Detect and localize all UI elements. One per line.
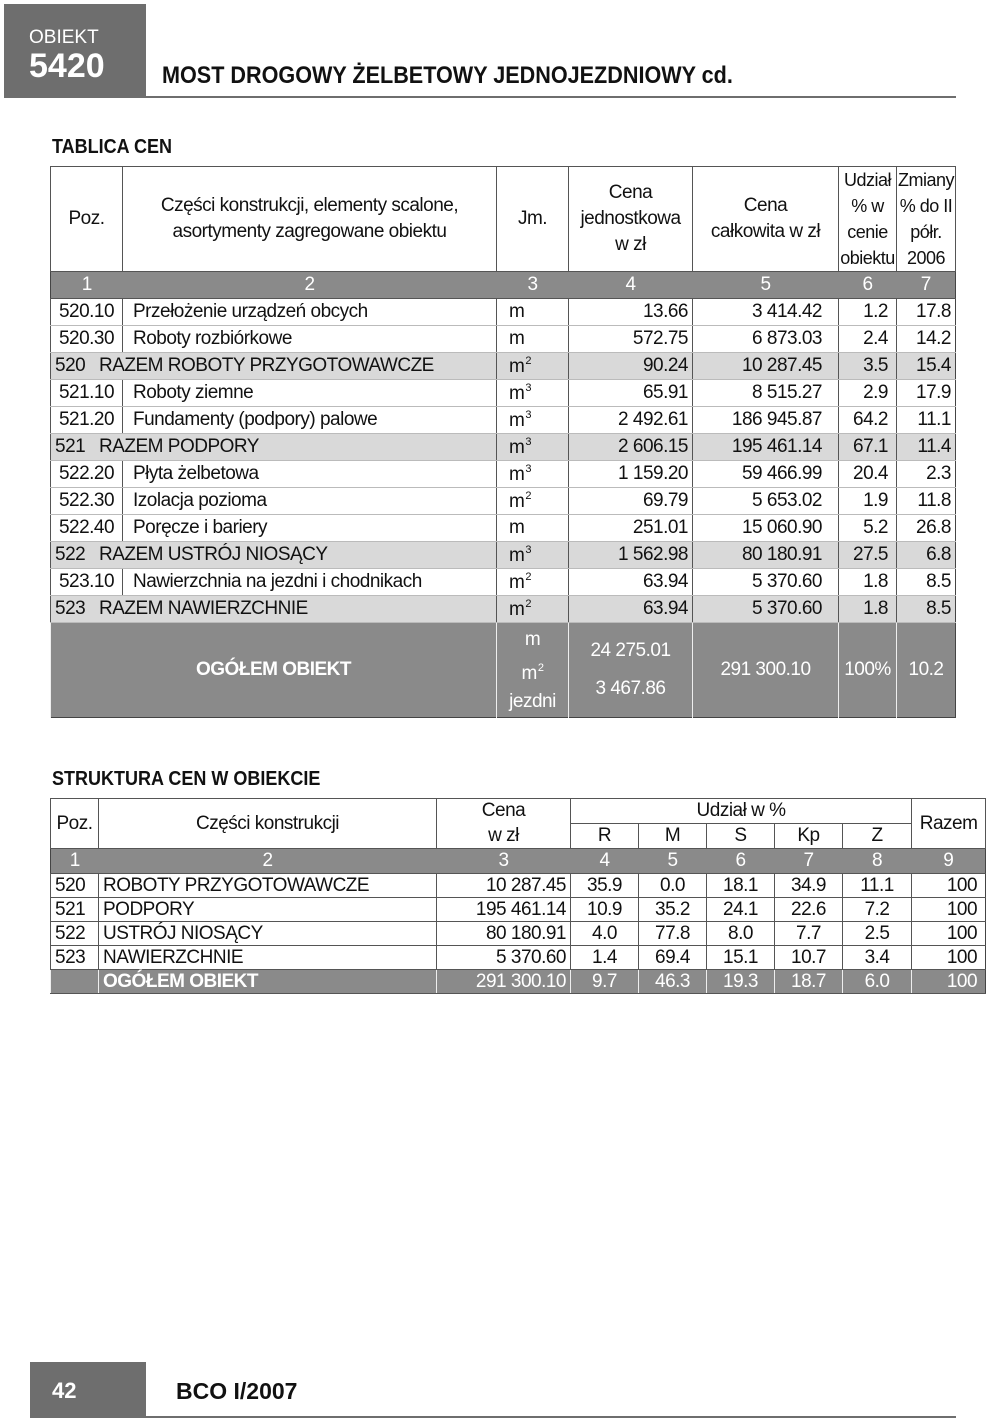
row-unit-price: 63.94 bbox=[569, 569, 693, 596]
row-share: 20.4 bbox=[839, 461, 897, 488]
row-total: 100 bbox=[912, 922, 986, 946]
row-poz: 521 bbox=[51, 898, 99, 922]
row-total-price: 5 370.60 bbox=[693, 596, 839, 623]
row-share-s: 15.1 bbox=[707, 946, 775, 970]
total-change: 10.2 bbox=[897, 623, 956, 718]
row-change: 11.4 bbox=[897, 434, 956, 461]
col-number: 7 bbox=[775, 849, 843, 874]
row-poz: 521 bbox=[55, 436, 86, 457]
row-description: Izolacja pozioma bbox=[123, 488, 497, 515]
row-unit: $m^3$ bbox=[497, 542, 569, 569]
row-total-price: 10 287.45 bbox=[693, 353, 839, 380]
row-share-r: 35.9 bbox=[571, 874, 639, 898]
row-unit: $m^2$ bbox=[497, 569, 569, 596]
row-share-r: 10.9 bbox=[571, 898, 639, 922]
row-unit-price: 2 492.61 bbox=[569, 407, 693, 434]
row-total: 100 bbox=[912, 946, 986, 970]
col-number: 6 bbox=[839, 272, 897, 299]
row-poz: 523 bbox=[51, 946, 99, 970]
row-change: 8.5 bbox=[897, 596, 956, 623]
col-number: 3 bbox=[497, 272, 569, 299]
row-name: PODPORY bbox=[99, 898, 437, 922]
structure-header-total: Razem bbox=[912, 799, 986, 849]
col-number: 4 bbox=[571, 849, 639, 874]
summary-label bbox=[51, 434, 497, 461]
total-units bbox=[497, 623, 569, 718]
row-unit-price: 90.24 bbox=[569, 353, 693, 380]
row-unit: $m^3$ bbox=[497, 434, 569, 461]
summary-row bbox=[51, 596, 956, 623]
row-share: 1.8 bbox=[839, 569, 897, 596]
total-label: OGÓŁEM OBIEKT bbox=[51, 623, 497, 718]
row-total-price: 5 653.02 bbox=[693, 488, 839, 515]
row-share: 2.9 bbox=[839, 380, 897, 407]
page-title: MOST DROGOWY ŻELBETOWY JEDNOJEZDNIOWY cd. bbox=[162, 62, 733, 89]
row-share-kp: 18.7 bbox=[775, 970, 843, 994]
row-total-price: 195 461.14 bbox=[693, 434, 839, 461]
row-change: 26.8 bbox=[897, 515, 956, 542]
table-row bbox=[51, 461, 956, 488]
row-share-m: 69.4 bbox=[639, 946, 707, 970]
row-share-kp: 22.6 bbox=[775, 898, 843, 922]
summary-label bbox=[51, 596, 497, 623]
table-row bbox=[51, 515, 956, 542]
row-name: NAWIERZCHNIE bbox=[99, 946, 437, 970]
row-change: 8.5 bbox=[897, 569, 956, 596]
row-share-s: 18.1 bbox=[707, 874, 775, 898]
summary-row bbox=[51, 542, 956, 569]
col-number: 7 bbox=[897, 272, 956, 299]
price-table-column-numbers bbox=[51, 272, 956, 299]
row-share: 1.8 bbox=[839, 596, 897, 623]
structure-header-poz: Poz. bbox=[51, 799, 99, 849]
row-poz: 521.10 bbox=[51, 380, 123, 407]
row-share-s: 19.3 bbox=[707, 970, 775, 994]
object-label: OBIEKT bbox=[29, 27, 99, 48]
col-number: 2 bbox=[123, 272, 497, 299]
row-unit-price: 251.01 bbox=[569, 515, 693, 542]
row-total-price: 6 873.03 bbox=[693, 326, 839, 353]
header-unit-price: Cena jednostkowa w zł bbox=[569, 167, 693, 272]
row-share: 5.2 bbox=[839, 515, 897, 542]
row-share-z: 2.5 bbox=[843, 922, 912, 946]
row-share: 67.1 bbox=[839, 434, 897, 461]
col-number: 9 bbox=[912, 849, 986, 874]
row-share-r: 9.7 bbox=[571, 970, 639, 994]
row-total-price: 3 414.42 bbox=[693, 299, 839, 326]
total-unit-prices bbox=[569, 623, 693, 718]
row-description: Poręcze i bariery bbox=[123, 515, 497, 542]
row-unit-price: 1 562.98 bbox=[569, 542, 693, 569]
structure-row bbox=[51, 874, 986, 898]
publication-label: BCO I/2007 bbox=[176, 1378, 298, 1404]
col-number: 5 bbox=[639, 849, 707, 874]
row-change: 11.1 bbox=[897, 407, 956, 434]
header-share: Udział % w cenie obiektu bbox=[839, 167, 897, 272]
row-poz: 522.20 bbox=[51, 461, 123, 488]
object-number: 5420 bbox=[29, 47, 105, 85]
row-unit: $m^2$ bbox=[497, 353, 569, 380]
structure-header-row-1 bbox=[51, 799, 986, 824]
row-share-kp: 10.7 bbox=[775, 946, 843, 970]
row-name: USTRÓJ NIOSĄCY bbox=[99, 922, 437, 946]
row-unit: m bbox=[497, 515, 569, 542]
row-description: Przełożenie urządzeń obcych bbox=[123, 299, 497, 326]
summary-label bbox=[51, 542, 497, 569]
col-number: 3 bbox=[437, 849, 571, 874]
row-unit-price: 572.75 bbox=[569, 326, 693, 353]
row-poz: 520.10 bbox=[51, 299, 123, 326]
row-name: OGÓŁEM OBIEKT bbox=[99, 970, 437, 994]
row-description: RAZEM NAWIERZCHNIE bbox=[99, 598, 308, 619]
row-share-s: 24.1 bbox=[707, 898, 775, 922]
row-change: 14.2 bbox=[897, 326, 956, 353]
table-row bbox=[51, 299, 956, 326]
row-description: RAZEM ROBOTY PRZYGOTOWAWCZE bbox=[99, 355, 434, 376]
header-change: Zmiany % do II półr. 2006 bbox=[897, 167, 956, 272]
row-price: 195 461.14 bbox=[437, 898, 571, 922]
row-total-price: 15 060.90 bbox=[693, 515, 839, 542]
row-share: 27.5 bbox=[839, 542, 897, 569]
row-change: 11.8 bbox=[897, 488, 956, 515]
row-total-price: 59 466.99 bbox=[693, 461, 839, 488]
structure-row bbox=[51, 922, 986, 946]
row-total-price: 5 370.60 bbox=[693, 569, 839, 596]
page-number: 42 bbox=[52, 1378, 77, 1403]
header-rule bbox=[146, 96, 956, 98]
header-unit: Jm. bbox=[497, 167, 569, 272]
header-description: Części konstrukcji, elementy scalone, asortymenty zagregowane obiektu bbox=[123, 167, 497, 272]
total-unit-2-note: jezdni bbox=[509, 691, 556, 712]
summary-row bbox=[51, 434, 956, 461]
row-poz: 522.30 bbox=[51, 488, 123, 515]
col-number: 1 bbox=[51, 849, 99, 874]
row-price: 5 370.60 bbox=[437, 946, 571, 970]
row-share-z: 6.0 bbox=[843, 970, 912, 994]
row-share-z: 11.1 bbox=[843, 874, 912, 898]
row-poz: 521.20 bbox=[51, 407, 123, 434]
col-number: 8 bbox=[843, 849, 912, 874]
col-number: 1 bbox=[51, 272, 123, 299]
table-row bbox=[51, 380, 956, 407]
page-number-badge bbox=[30, 1362, 146, 1418]
structure-header-m: M bbox=[639, 824, 707, 849]
row-unit: $m^3$ bbox=[497, 380, 569, 407]
object-badge bbox=[4, 4, 146, 98]
price-table-total-row bbox=[51, 623, 956, 718]
row-total-price: 8 515.27 bbox=[693, 380, 839, 407]
row-share-z: 7.2 bbox=[843, 898, 912, 922]
row-unit: $m^3$ bbox=[497, 461, 569, 488]
table-row bbox=[51, 569, 956, 596]
row-poz bbox=[51, 970, 99, 994]
header-poz: Poz. bbox=[51, 167, 123, 272]
row-share-r: 4.0 bbox=[571, 922, 639, 946]
structure-header-r: R bbox=[571, 824, 639, 849]
structure-row bbox=[51, 898, 986, 922]
row-unit-price: 65.91 bbox=[569, 380, 693, 407]
total-share: 100% bbox=[839, 623, 897, 718]
price-table-header-row bbox=[51, 167, 956, 272]
row-poz: 522 bbox=[55, 544, 86, 565]
row-share-m: 77.8 bbox=[639, 922, 707, 946]
row-unit: $m^2$ bbox=[497, 488, 569, 515]
row-poz: 522.40 bbox=[51, 515, 123, 542]
row-share-z: 3.4 bbox=[843, 946, 912, 970]
row-unit-price: 2 606.15 bbox=[569, 434, 693, 461]
row-unit-price: 1 159.20 bbox=[569, 461, 693, 488]
row-description: RAZEM USTRÓJ NIOSĄCY bbox=[99, 544, 328, 565]
row-poz: 520.30 bbox=[51, 326, 123, 353]
total-unit-price-2: 3 467.86 bbox=[595, 678, 666, 699]
row-description: Fundamenty (podpory) palowe bbox=[123, 407, 497, 434]
total-unit-2: $m^2$ bbox=[521, 662, 544, 684]
row-poz: 523 bbox=[55, 598, 86, 619]
row-unit: $m^3$ bbox=[497, 407, 569, 434]
row-description: RAZEM PODPORY bbox=[99, 436, 259, 457]
row-unit: m bbox=[497, 299, 569, 326]
row-price: 80 180.91 bbox=[437, 922, 571, 946]
structure-column-numbers bbox=[51, 849, 986, 874]
table-row bbox=[51, 326, 956, 353]
row-share-kp: 34.9 bbox=[775, 874, 843, 898]
row-description: Nawierzchnia na jezdni i chodnikach bbox=[123, 569, 497, 596]
header-total-price: Cena całkowita w zł bbox=[693, 167, 839, 272]
col-number: 4 bbox=[569, 272, 693, 299]
structure-header-name: Części konstrukcji bbox=[99, 799, 437, 849]
row-unit-price: 63.94 bbox=[569, 596, 693, 623]
row-change: 17.8 bbox=[897, 299, 956, 326]
summary-label bbox=[51, 353, 497, 380]
row-share: 64.2 bbox=[839, 407, 897, 434]
row-share: 2.4 bbox=[839, 326, 897, 353]
row-share-r: 1.4 bbox=[571, 946, 639, 970]
row-poz: 520 bbox=[51, 874, 99, 898]
structure-table-title: STRUKTURA CEN W OBIEKCIE bbox=[52, 768, 321, 790]
row-price: 10 287.45 bbox=[437, 874, 571, 898]
col-number: 5 bbox=[693, 272, 839, 299]
row-share-kp: 7.7 bbox=[775, 922, 843, 946]
structure-header-price-1: Cena bbox=[437, 799, 571, 824]
row-share-s: 8.0 bbox=[707, 922, 775, 946]
row-share: 1.9 bbox=[839, 488, 897, 515]
structure-row bbox=[51, 946, 986, 970]
row-unit-price: 69.79 bbox=[569, 488, 693, 515]
summary-row bbox=[51, 353, 956, 380]
row-share: 1.2 bbox=[839, 299, 897, 326]
row-share: 3.5 bbox=[839, 353, 897, 380]
col-number: 2 bbox=[99, 849, 437, 874]
total-price: 291 300.10 bbox=[693, 623, 839, 718]
row-total: 100 bbox=[912, 898, 986, 922]
total-unit-1: m bbox=[524, 629, 541, 650]
row-total-price: 80 180.91 bbox=[693, 542, 839, 569]
row-share-m: 0.0 bbox=[639, 874, 707, 898]
row-share-m: 46.3 bbox=[639, 970, 707, 994]
structure-header-s: S bbox=[707, 824, 775, 849]
row-poz: 522 bbox=[51, 922, 99, 946]
col-number: 6 bbox=[707, 849, 775, 874]
structure-header-kp: Kp bbox=[775, 824, 843, 849]
structure-table bbox=[50, 798, 986, 994]
total-unit-price-1: 24 275.01 bbox=[590, 640, 671, 661]
row-name: ROBOTY PRZYGOTOWAWCZE bbox=[99, 874, 437, 898]
row-unit: $m^2$ bbox=[497, 596, 569, 623]
structure-header-z: Z bbox=[843, 824, 912, 849]
row-unit: m bbox=[497, 326, 569, 353]
row-change: 2.3 bbox=[897, 461, 956, 488]
structure-header-share: Udział w % bbox=[571, 799, 912, 824]
row-poz: 520 bbox=[55, 355, 86, 376]
row-description: Roboty ziemne bbox=[123, 380, 497, 407]
row-total: 100 bbox=[912, 874, 986, 898]
structure-header-price-2: w zł bbox=[437, 824, 571, 849]
row-change: 17.9 bbox=[897, 380, 956, 407]
row-description: Roboty rozbiórkowe bbox=[123, 326, 497, 353]
row-change: 15.4 bbox=[897, 353, 956, 380]
row-total-price: 186 945.87 bbox=[693, 407, 839, 434]
table-row bbox=[51, 407, 956, 434]
row-total: 100 bbox=[912, 970, 986, 994]
footer-rule bbox=[146, 1416, 956, 1418]
price-table-title: TABLICA CEN bbox=[52, 136, 172, 158]
structure-total-row bbox=[51, 970, 986, 994]
row-share-m: 35.2 bbox=[639, 898, 707, 922]
row-poz: 523.10 bbox=[51, 569, 123, 596]
price-table bbox=[50, 166, 956, 718]
row-price: 291 300.10 bbox=[437, 970, 571, 994]
table-row bbox=[51, 488, 956, 515]
row-unit-price: 13.66 bbox=[569, 299, 693, 326]
row-description: Płyta żelbetowa bbox=[123, 461, 497, 488]
row-change: 6.8 bbox=[897, 542, 956, 569]
